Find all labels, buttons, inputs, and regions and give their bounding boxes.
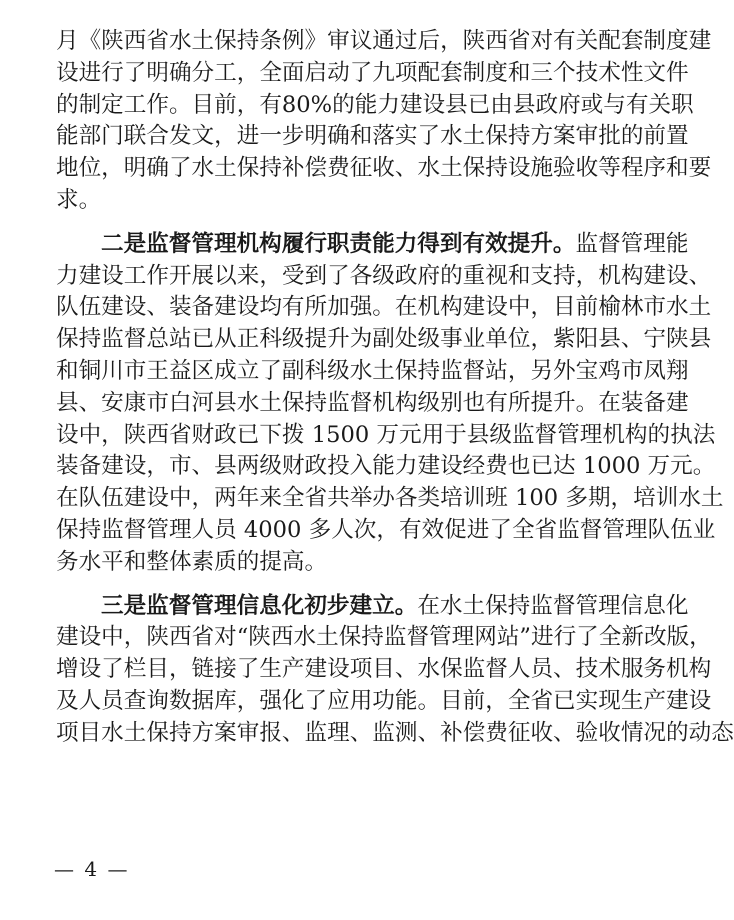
text-line: 保持监督总站已从正科级提升为副处级事业单位，紫阳县、宁陕县: [56, 326, 712, 353]
paragraph-3: [56, 591, 734, 750]
text-line: 能部门联合发文，进一步明确和落实了水土保持方案审批的前置: [56, 123, 689, 150]
text-line: [56, 591, 689, 623]
text-line: 装备建设，市、县两级财政投入能力建设经费也已达 1000 万元。: [56, 453, 716, 480]
text-line: [56, 229, 689, 261]
text-line: 建设中，陕西省对“陕西水土保持监督管理网站”进行了全新改版，: [56, 624, 712, 651]
paragraph-heading: 二是监督管理机构履行职责能力得到有效提升。: [101, 230, 576, 257]
text-line: 增设了栏目，链接了生产建设项目、水保监督人员、技术服务机构: [56, 656, 712, 683]
text-line: 月《陕西省水土保持条例》审议通过后，陕西省对有关配套制度建: [56, 28, 712, 54]
paragraph-heading: 三是监督管理信息化初步建立。: [101, 592, 418, 619]
text-line: 务水平和整体素质的提高。: [56, 548, 328, 575]
paragraph-2: [56, 229, 724, 579]
text-line: 县、安康市白河县水土保持监督机构级别也有所提升。在装备建: [56, 389, 689, 416]
paragraph-1: [56, 26, 712, 217]
text-line: 设中，陕西省财政已下拨 1500 万元用于县级监督管理机构的执法: [56, 421, 716, 448]
text-line: 地位，明确了水土保持补偿费征收、水土保持设施验收等程序和要: [56, 155, 712, 182]
text-line: 力建设工作开展以来，受到了各级政府的重视和支持，机构建设、: [56, 262, 712, 289]
text-line: 保持监督管理人员 4000 多人次，有效促进了全省监督管理队伍业: [56, 516, 716, 543]
text-line: 和铜川市王益区成立了副科级水土保持监督站，另外宝鸡市凤翔: [56, 357, 689, 384]
text-run: 在水土保持监督管理信息化: [417, 592, 689, 619]
text-line: 求。: [56, 186, 102, 213]
text-line: 设进行了明确分工，全面启动了九项配套制度和三个技术性文件: [56, 59, 689, 86]
text-line: 项目水土保持方案审报、监理、监测、补偿费征收、验收情况的动态: [56, 719, 734, 746]
body-text: [56, 26, 734, 750]
text-line: 及人员查询数据库，强化了应用功能。目前，全省已实现生产建设: [56, 687, 712, 714]
page-number: — 4 —: [54, 857, 130, 881]
text-line: 队伍建设、装备建设均有所加强。在机构建设中，目前榆林市水土: [56, 294, 712, 321]
text-run: 监督管理能: [575, 230, 689, 257]
text-line: 在队伍建设中，两年来全省共举办各类培训班 100 多期，培训水土: [56, 485, 724, 512]
text-line: 的制定工作。目前，有80%的能力建设县已由县政府或与有关职: [56, 91, 694, 118]
